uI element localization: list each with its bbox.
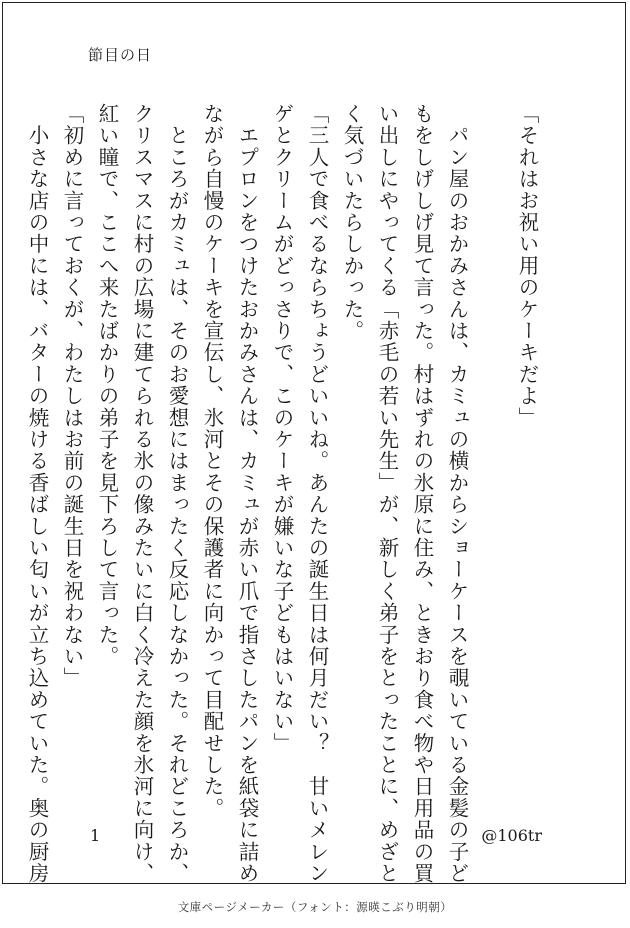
chapter-title: 節目の日 xyxy=(88,46,153,64)
text-line: 「初めに言っておくが、わたしはお前の誕生日を祝わない」 xyxy=(60,103,84,689)
text-line: 「三人で食べるならちょうどいいね。あんたの誕生日は何月だい？ 甘いメレン xyxy=(305,103,329,885)
text-line: パン屋のおかみさんは、カミュの横からショーケースを覗いている金髪の子ど xyxy=(445,103,469,885)
text-line: い出しにやってくる「赤毛の若い先生」が、新しく弟子をとったことに、めざと xyxy=(375,103,399,885)
text-line: く気づいたらしかった。 xyxy=(340,103,364,342)
text-line: エプロンをつけたおかみさんは、カミュが赤い爪で指さしたパンを紙袋に詰め xyxy=(235,103,259,885)
text-line: ところがカミュは、そのお愛想にはまったく反応しなかった。それどころか、 xyxy=(165,103,189,885)
text-line: 小さな店の中には、バターの焼ける香ばしい匂いが立ち込めていた。奥の厨房 xyxy=(25,103,49,885)
text-line xyxy=(474,103,509,823)
text-line: ゲとクリームがどっさりで、このケーキが嫌いな子どもはいない」 xyxy=(270,103,294,754)
text-line: ながら自慢のケーキを宣伝し、氷河とその保護者に向かって目配せした。 xyxy=(200,103,224,820)
text-line: 紅い瞳で、ここへ来たばかりの弟子を見下ろして言った。 xyxy=(95,103,119,668)
text-line: もをしげしげ見て言った。村はずれの氷原に住み、ときおり食べ物や日用品の買 xyxy=(410,103,434,885)
text-line: 「それはお祝い用のケーキだよ」 xyxy=(515,103,539,429)
author-handle: @106tr xyxy=(481,826,542,845)
text-line: クリスマスに村の広場に建てられる氷の像みたいに白く冷えた顔を氷河に向け、 xyxy=(130,103,154,885)
page-number: 1 xyxy=(90,826,101,845)
generator-credit: 文庫ページメーカー（フォント：源暎こぶり明朝） xyxy=(177,900,453,914)
